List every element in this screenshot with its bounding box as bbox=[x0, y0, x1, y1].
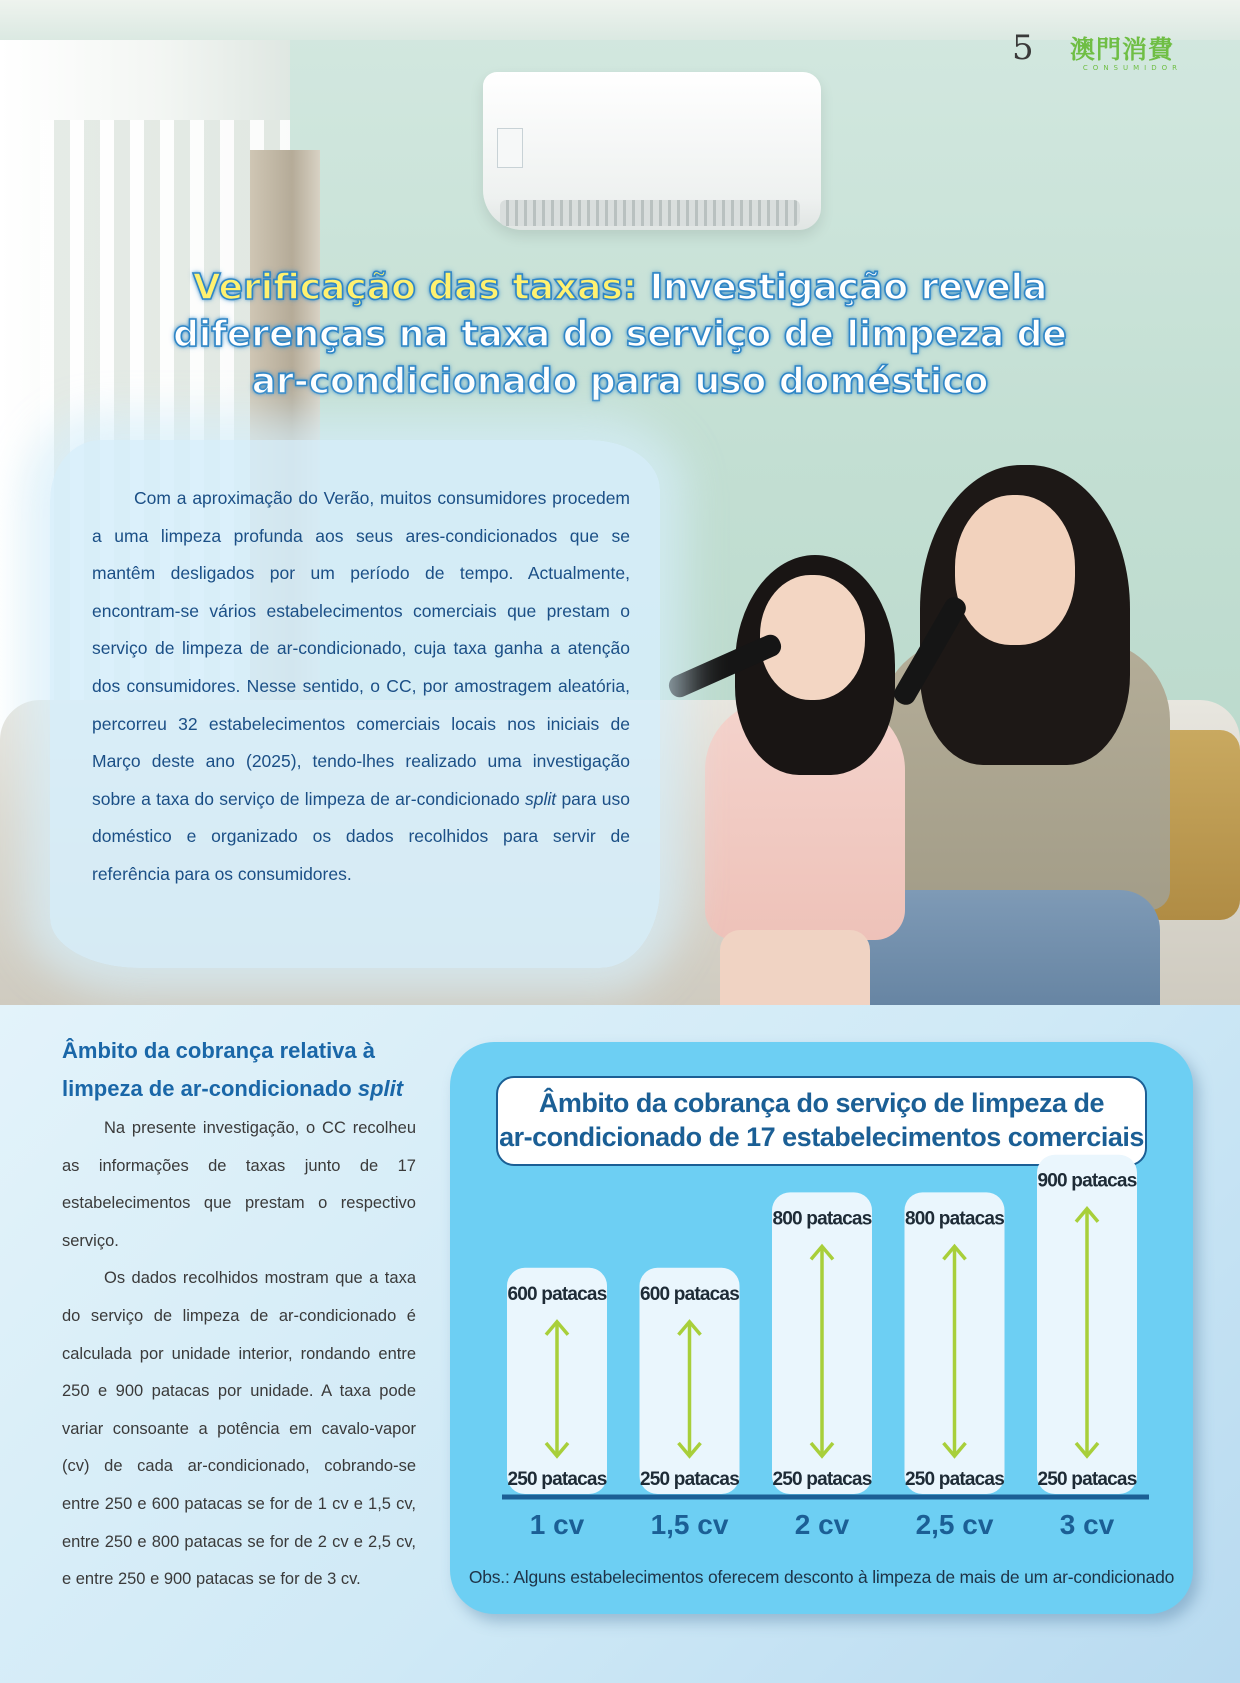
section-heading-line-1: Âmbito da cobrança relativa à bbox=[62, 1038, 375, 1063]
min-price-label: 250 patacas bbox=[507, 1469, 607, 1490]
intro-text-end: para uso doméstico e organizado os dados recolhidos para servir de referência para os consumidores. bbox=[92, 788, 630, 884]
section-heading-line-2: limpeza de ar-condicionado bbox=[62, 1076, 358, 1101]
max-price-label: 800 patacas bbox=[905, 1208, 1004, 1230]
logo-subtext: CONSUMIDOR bbox=[1082, 64, 1182, 72]
price-range-chart bbox=[450, 1042, 1193, 1614]
chart-title-line-2: ar-condicionado de 17 estabelecimentos comerciais bbox=[499, 1122, 1144, 1152]
section-body bbox=[62, 1110, 416, 1599]
article-title bbox=[120, 264, 1120, 405]
page-number: 5 bbox=[1012, 28, 1034, 68]
ceiling bbox=[0, 0, 1240, 40]
category-label: 2 cv bbox=[794, 1509, 850, 1540]
intro-text: Com a aproximação do Verão, muitos consumidores procedem a uma limpeza profunda aos seus ares-condicionados que se mantêm desligados por um período de tempo. Actualmente, encontram-se vários estabelecimentos comerciais que prestam o serviço de limpeza de ar-condicionado, cuja taxa ganha a atenção dos consumidores. Nesse sentido, o CC, por amostragem aleatória, percorreu 32 estabelecimentos comerciais locais nos iniciais de Março deste ano (2025), tendo-lhes realizado uma investigação sobre a taxa do serviço de limpeza de ar-condicionado bbox=[92, 488, 630, 809]
body-paragraph-1: Na presente investigação, o CC recolheu as informações de taxas junto de 17 estabelecimentos que prestam o respectivo serviço. bbox=[62, 1119, 416, 1250]
title-line-3: ar-condicionado para uso doméstico bbox=[251, 361, 989, 402]
air-conditioner-sticker bbox=[497, 128, 523, 168]
girl-legs bbox=[720, 930, 870, 1005]
max-price-label: 600 patacas bbox=[640, 1283, 739, 1305]
category-label: 1 cv bbox=[529, 1509, 585, 1540]
chart-title-line-1: Âmbito da cobrança do serviço de limpeza de bbox=[538, 1088, 1105, 1118]
category-label: 2,5 cv bbox=[915, 1509, 994, 1540]
min-price-label: 250 patacas bbox=[772, 1469, 872, 1490]
category-label: 3 cv bbox=[1059, 1509, 1115, 1540]
section-heading bbox=[62, 1032, 422, 1108]
max-price-label: 800 patacas bbox=[772, 1208, 872, 1230]
logo-text: 澳門消費 bbox=[1070, 35, 1175, 64]
title-line-1: Investigação revela bbox=[637, 267, 1048, 308]
woman-face bbox=[955, 495, 1075, 645]
consumer-council-logo bbox=[1070, 36, 1182, 76]
body-paragraph-2: Os dados recolhidos mostram que a taxa do serviço de limpeza de ar-condicionado é calculada por unidade interior, rondando entre 250 e 900 patacas por unidade. A taxa pode variar consoante a potência em cavalo-vapor (cv) de cada ar-condicionado, cobrando-se entre 250 e 600 patacas se for de 1 cv e 1,5 cv, entre 250 e 800 patacas se for de 2 cv e 2,5 cv, e entre 250 e 900 patacas se for de 3 cv. bbox=[62, 1269, 416, 1589]
intro-italic: split bbox=[525, 788, 557, 809]
max-price-label: 900 patacas bbox=[1037, 1170, 1137, 1192]
section-heading-italic: split bbox=[357, 1076, 404, 1101]
category-label: 1,5 cv bbox=[650, 1509, 729, 1540]
intro-paragraph bbox=[92, 480, 630, 894]
title-highlight: Verificação das taxas: bbox=[192, 267, 638, 308]
min-price-label: 250 patacas bbox=[1037, 1469, 1137, 1490]
min-price-label: 250 patacas bbox=[640, 1469, 739, 1490]
air-conditioner-vent bbox=[500, 200, 800, 226]
title-line-2: diferenças na taxa do serviço de limpeza de bbox=[173, 314, 1067, 355]
min-price-label: 250 patacas bbox=[905, 1469, 1004, 1490]
max-price-label: 600 patacas bbox=[507, 1283, 607, 1305]
chart-note: Obs.: Alguns estabelecimentos oferecem desconto à limpeza de mais de um ar-condicionado bbox=[468, 1567, 1175, 1587]
